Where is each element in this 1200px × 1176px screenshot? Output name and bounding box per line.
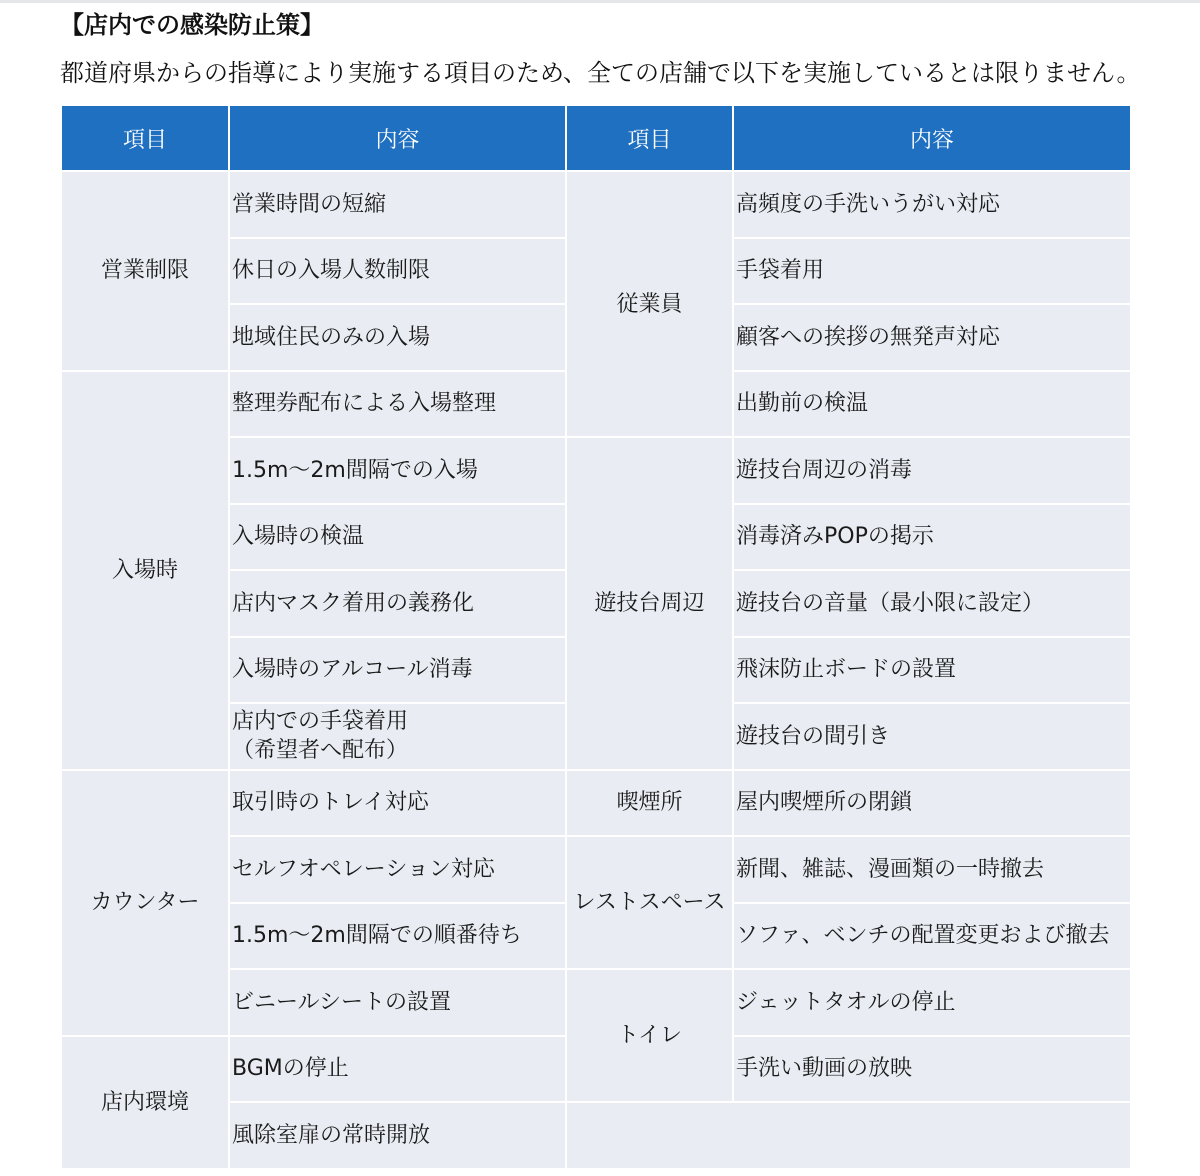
measure-cell: 入場時の検温 <box>229 504 566 571</box>
category-cell: 店内環境 <box>62 1036 229 1169</box>
category-cell: 遊技台周辺 <box>566 437 733 770</box>
top-divider <box>0 0 1200 3</box>
measure-cell: ソファ、ベンチの配置変更および撤去 <box>733 903 1130 970</box>
category-cell: 従業員 <box>566 171 733 437</box>
measure-cell: 整理券配布による入場整理 <box>229 371 566 438</box>
measure-cell: 1.5m～2m間隔での順番待ち <box>229 903 566 970</box>
table-header-row <box>62 106 1130 171</box>
category-cell: 喫煙所 <box>566 770 733 837</box>
header-category-left: 項目 <box>62 106 229 171</box>
measure-cell: 消毒済みPOPの掲示 <box>733 504 1130 571</box>
category-cell: 入場時 <box>62 371 229 770</box>
category-cell: トイレ <box>566 969 733 1102</box>
section-note: 都道府県からの指導により実施する項目のため、全ての店舗で以下を実施しているとは限りません。 <box>60 59 1141 87</box>
measure-cell: 1.5m～2m間隔での入場 <box>229 437 566 504</box>
measure-cell: 新聞、雑誌、漫画類の一時撤去 <box>733 836 1130 903</box>
measure-cell: 遊技台周辺の消毒 <box>733 437 1130 504</box>
measure-line: 店内での手袋着用 <box>232 709 409 735</box>
measure-cell: 休日の入場人数制限 <box>229 238 566 305</box>
measure-cell: 遊技台の音量（最小限に設定） <box>733 570 1130 637</box>
measure-cell: 飛沫防止ボードの設置 <box>733 637 1130 704</box>
measure-cell: 遊技台の間引き <box>733 703 1130 770</box>
header-content-right: 内容 <box>733 106 1130 171</box>
measure-line: （希望者へ配布） <box>232 738 409 764</box>
measure-cell: 風除室扉の常時開放 <box>229 1102 566 1169</box>
measure-cell: 店内マスク着用の義務化 <box>229 570 566 637</box>
measure-cell: 営業時間の短縮 <box>229 171 566 238</box>
measure-cell: 入場時のアルコール消毒 <box>229 637 566 704</box>
measure-cell: 屋内喫煙所の閉鎖 <box>733 770 1130 837</box>
category-cell: 営業制限 <box>62 171 229 371</box>
measure-cell: 高頻度の手洗いうがい対応 <box>733 171 1130 238</box>
section-heading: 【店内での感染防止策】 <box>60 11 324 39</box>
measure-cell: BGMの停止 <box>229 1036 566 1103</box>
category-cell: レストスペース <box>566 836 733 969</box>
measure-cell: ジェットタオルの停止 <box>733 969 1130 1036</box>
measure-cell: 取引時のトレイ対応 <box>229 770 566 837</box>
category-cell: カウンター <box>62 770 229 1036</box>
measure-cell: セルフオペレーション対応 <box>229 836 566 903</box>
measure-cell <box>229 703 566 770</box>
measure-cell: 手袋着用 <box>733 238 1130 305</box>
table-row <box>62 171 1130 238</box>
measure-cell: 顧客への挨拶の無発声対応 <box>733 304 1130 371</box>
empty-cell <box>566 1102 1130 1169</box>
measure-cell: 地域住民のみの入場 <box>229 304 566 371</box>
measure-cell: ビニールシートの設置 <box>229 969 566 1036</box>
table-row <box>62 770 1130 837</box>
header-category-right: 項目 <box>566 106 733 171</box>
infection-prevention-table <box>62 106 1130 1170</box>
measure-cell: 出勤前の検温 <box>733 371 1130 438</box>
measure-cell: 手洗い動画の放映 <box>733 1036 1130 1103</box>
header-content-left: 内容 <box>229 106 566 171</box>
